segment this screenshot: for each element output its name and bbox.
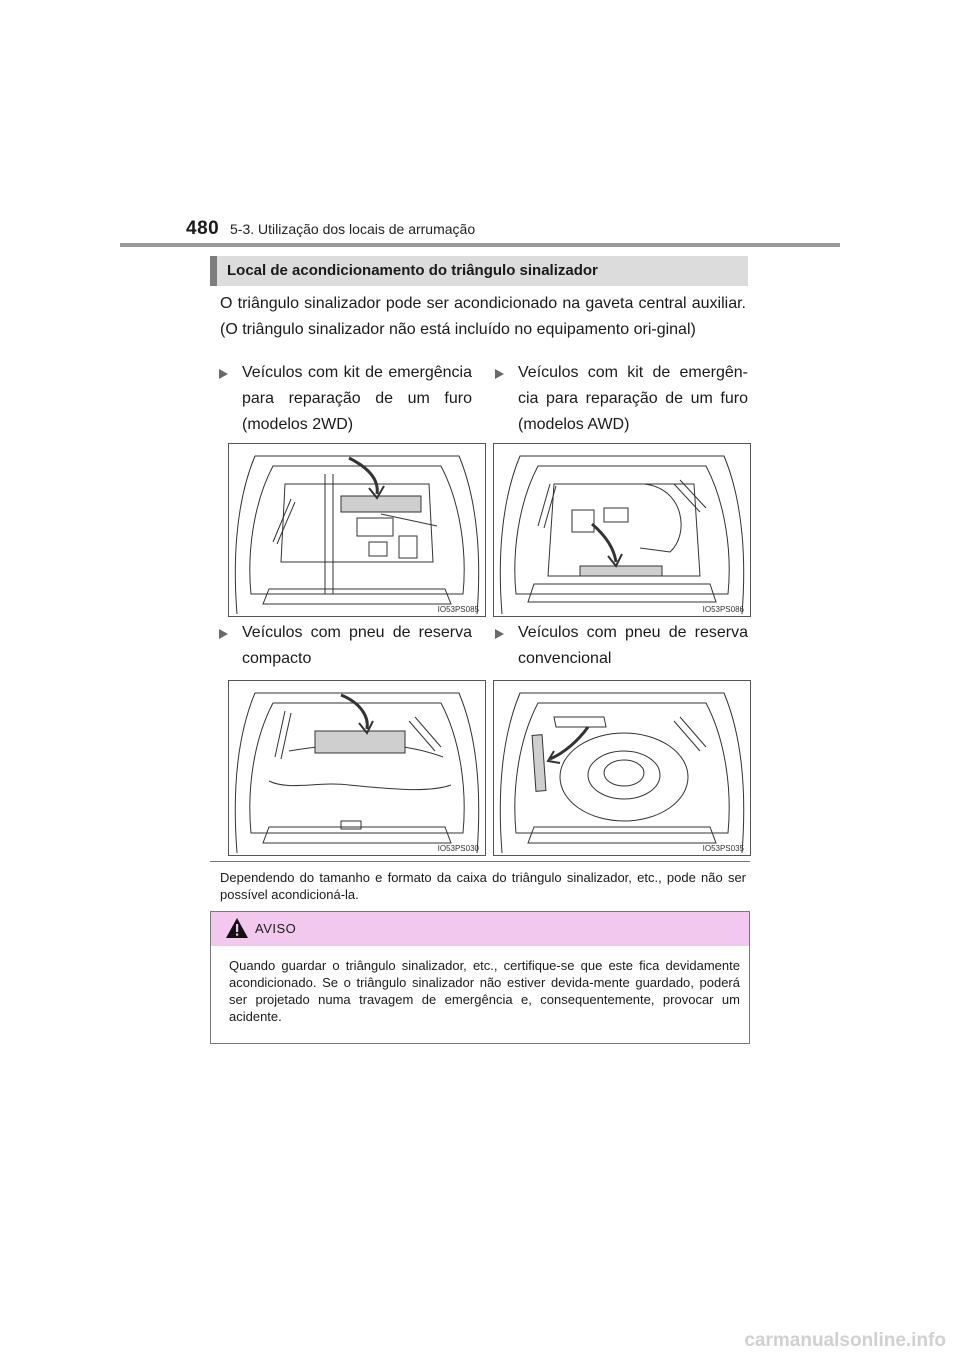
warning-triangle-icon [225,917,249,939]
breadcrumb: 5-3. Utilização dos locais de arrumação [230,221,476,237]
image-code: IO53PS086 [702,605,744,614]
warning-title: AVISO [255,921,297,936]
variant-label-2wd [219,360,479,440]
header-divider [120,243,840,247]
warning-header [211,912,749,946]
section-heading [210,256,748,286]
illustration-awd-kit [493,443,751,617]
triangle-right-icon [219,629,228,639]
image-code: IO53PS035 [702,844,744,853]
note-paragraph: Dependendo do tamanho e formato da caixa do triângulo sinalizador, etc., pode não ser possível acondicioná-la. [220,870,746,902]
illustration-2wd-kit [228,443,486,617]
illustration-full-spare [493,680,751,856]
note-divider [210,861,750,862]
triangle-right-icon [495,369,504,379]
triangle-right-icon [495,629,504,639]
intro-paragraph: O triângulo sinalizador pode ser acondicionado na gaveta central auxiliar. (O triângulo sinalizador não está incluído no equipamento ori-ginal) [220,295,746,338]
section-heading-text: Local de acondicionamento do triângulo sinalizador [227,262,598,279]
watermark: carmanualsonline.info [744,1330,946,1351]
variant-text: Veículos com kit de emergência para reparação de um furo (modelos 2WD) [242,364,472,433]
triangle-right-icon [219,369,228,379]
heading-accent-bar [210,256,217,286]
variant-text: Veículos com pneu de reserva compacto [242,624,472,667]
page-number: 480 [186,218,220,239]
variant-text: Veículos com pneu de reserva convencional [518,624,748,667]
image-code: IO53PS085 [437,605,479,614]
variant-text: Veículos com kit de emergên-cia para reparação de um furo (modelos AWD) [518,364,748,433]
variant-label-compact-spare [219,620,479,674]
illustration-compact-spare [228,680,486,856]
warning-body: Quando guardar o triângulo sinalizador, etc., certifique-se que este fica devidamente acondicionado. Se o triângulo sinalizador não estiver devida-mente guardado, poderá ser projetado numa travagem de emergência e, consequentemente, provocar um acidente. [229,958,740,1024]
variant-label-awd [495,360,755,440]
warning-box [210,911,750,1044]
variant-label-full-spare [495,620,755,674]
image-code: IO53PS030 [437,844,479,853]
